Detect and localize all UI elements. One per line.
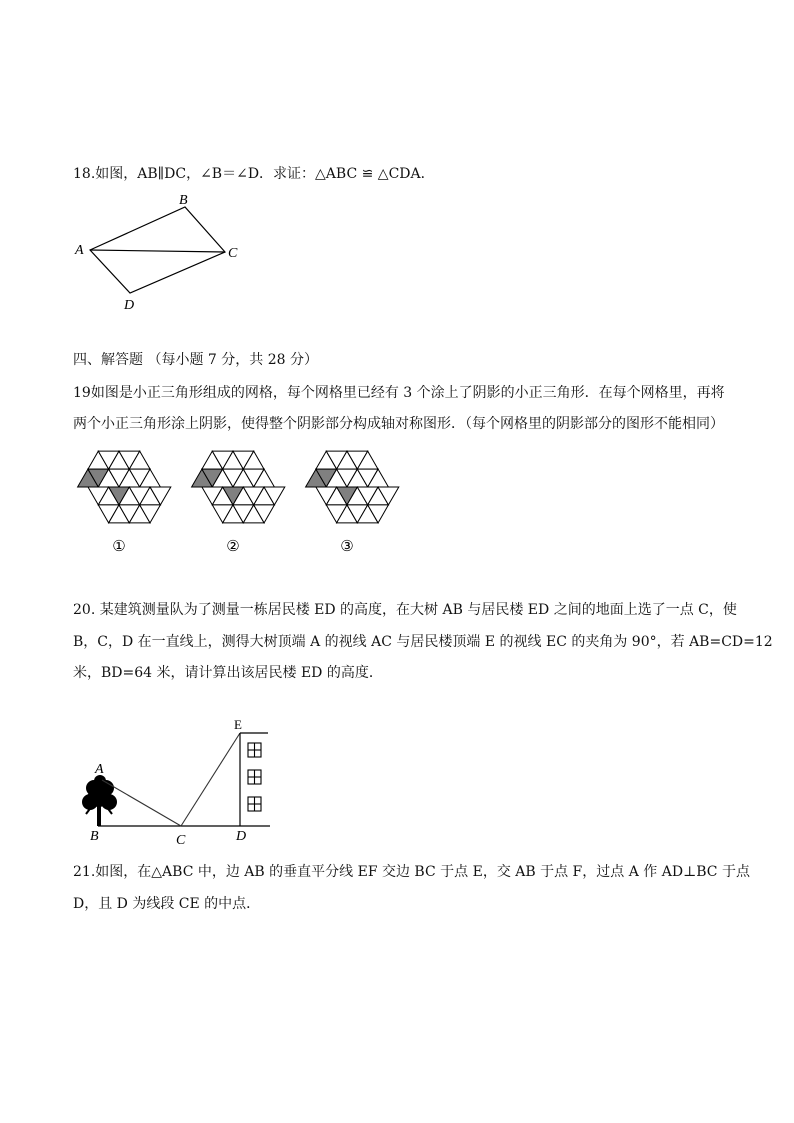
- hex-grid-3: [306, 451, 399, 555]
- q20-line1: 20. 某建筑测量队为了测量一栋居民楼 ED 的高度，在大树 AB 与居民楼 ED 之间的地面上选了一点 C，使: [73, 602, 737, 618]
- hex-grid-2: [192, 451, 285, 555]
- q20-building-figure: [70, 710, 290, 850]
- q21-line1: 21.如图，在△ABC 中，边 AB 的垂直平分线 EF 交边 BC 于点 E，交 AB 于点 F，过点 A 作 AD⊥BC 于点: [73, 864, 750, 880]
- q20-label-d: D: [236, 829, 247, 844]
- tree-icon: [82, 775, 117, 826]
- q20-line2: B，C，D 在一直线上，测得大树顶端 A 的视线 AC 与居民楼顶端 E 的视线 EC 的夹角为 90°，若 AB=CD=12: [73, 634, 773, 650]
- q18-label-b: B: [179, 193, 188, 208]
- q18-label-a: A: [75, 243, 84, 258]
- section4-title: 四、解答题 （每小题 7 分，共 28 分）: [73, 352, 318, 368]
- q20-label-c: C: [176, 833, 186, 848]
- q18-label-c: C: [228, 246, 238, 261]
- q18-quadrilateral-figure: [70, 190, 250, 315]
- q21-line2: D，且 D 为线段 CE 的中点．: [73, 896, 261, 912]
- q19-line1: 19如图是小正三角形组成的网格，每个网格里已经有 3 个涂上了阴影的小正三角形．在每个网格里，再将: [73, 385, 725, 401]
- q19-hexagon-grids: [0, 440, 794, 560]
- hex-grid-1: [78, 451, 171, 555]
- grid-label-2: ②: [226, 536, 240, 555]
- building-icon: [240, 733, 268, 826]
- q20-label-e: E: [234, 717, 242, 732]
- q18-statement: 18.如图，AB∥DC，∠B＝∠D．求证：△ABC ≌ △CDA．: [73, 166, 435, 182]
- q18-label-d: D: [124, 298, 135, 313]
- grid-label-3: ③: [340, 536, 354, 555]
- q20-label-a: A: [95, 762, 104, 777]
- q20-label-b: B: [90, 829, 99, 844]
- q19-line2: 两个小正三角形涂上阴影，使得整个阴影部分构成轴对称图形．（每个网格里的阴影部分的图形不能相同）: [73, 416, 724, 432]
- q20-line3: 米，BD=64 米，请计算出该居民楼 ED 的高度．: [73, 665, 383, 681]
- grid-label-1: ①: [112, 536, 126, 555]
